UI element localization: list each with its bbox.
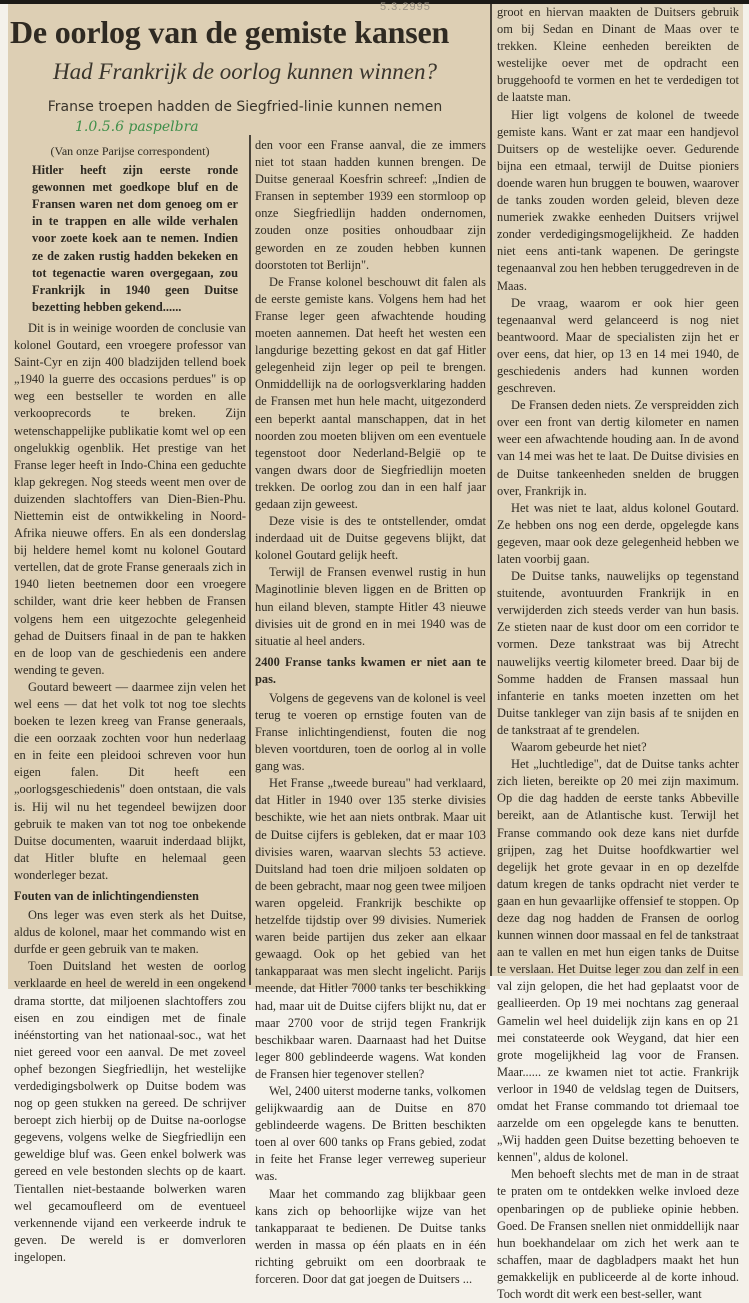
paragraph: Het was niet te laat, aldus kolonel Goutard. Ze hebben ons nog een derde, opgelegde kans gegeven, maar ook deze gelegenheid hebben we laten voorbij gaan. bbox=[497, 500, 739, 566]
paragraph: De Fransen deden niets. Ze verspreidden zich over een front van dertig kilometer en namen weer een afwachtende houding aan. In de avond van 14 mei was het te laat. De Duitse divisies en de Duitse tankeenheden snelden de bruggen over, Frankrijk in. bbox=[497, 398, 739, 498]
byline: (Van onze Parijse correspondent) bbox=[50, 144, 210, 158]
paragraph: Volgens de gegevens van de kolonel is veel terug te voeren op ernstige fouten van de Franse inlichtingendienst, fouten die nog bleven voortduren, toen de oorlog al in volle gang was. bbox=[255, 690, 486, 774]
paragraph: den voor een Franse aanval, die ze immers niet tot staan hadden kunnen brengen. De Duitse generaal Koesfrin schreef: „Indien de Fransen in september 1939 een stormloop op onze Siegfriedlijn hadden ondernomen, zouden onze posities onhoudbaar zijn geworden en ze zouden hebben kunnen doorstoten tot Berlijn". bbox=[255, 138, 486, 272]
column-divider bbox=[490, 4, 492, 976]
handwritten-note: 1.0.5.6 paspelbra bbox=[75, 119, 199, 135]
paragraph: Maar het commando zag blijkbaar geen kans zich op behoorlijke wijze van het tankapparaat te bedienen. De Duitse tanks werden in massa op één plaats en in één richting gebruikt om een doorbraak te forceren. Door dat gat joegen de Duitsers ... bbox=[255, 1186, 486, 1286]
paragraph: Toen Duitsland het westen de oorlog verklaarde en heel de wereld in een ongekend drama stortte, dat miljoenen slachtoffers zou eisen en zou eindigen met de finale inéénstorting van het nationaal-soc., wat het niet gereed voor een aanval. De met zoveel ophef bezongen Siegfriedlijn, het westelijke verdedigingsbolwerk op Duitse bodem was nog op geen stukken na gereed. De schrijver beroept zich hierbij op de Duitse na-oorlogse gegevens, volgens welke de Siegfriedlijn een geweldige bluf was. Geen enkel bolwerk was gereed en vele bestonden slechts op de kaart. Tientallen niet-bestaande bolwerken waren wel gecamoufleerd om de eventueel verkennende vijand een verkeerde indruk te geven. De wereld is er domverloren ingelopen. bbox=[14, 959, 246, 1264]
kicker: Franse troepen hadden de Siegfried-linie kunnen nemen bbox=[47, 99, 443, 115]
column-divider bbox=[249, 135, 251, 985]
section-heading: Fouten van de inlichtingendiensten bbox=[14, 889, 199, 904]
paragraph: Wel, 2400 uiterst moderne tanks, volkomen gelijkwaardig aan de Duitse en 870 geblindeerde wagens. De Britten beschikten toen al over 600 tanks op Frans gebied, zodat in feite het Franse leger verreweg superieur was. bbox=[255, 1083, 486, 1184]
paragraph: Deze visie is des te ontstellender, omdat inderdaad uit de Duitse gegevens blijkt, dat kolonel Goutard gelijk heeft. bbox=[255, 514, 486, 563]
paragraph: Hier ligt volgens de kolonel de tweede gemiste kans. Want er zat maar een handjevol Duitsers op de westelijke oever. Gedurende bijna een etmaal, terwijl de Duitse pioniers doende waren hun bruggen te bouwen, waarover de tanks zouden worden geleid, bleven deze numeriek zwakke eenheden Duitsers vrijwel zonder verdedigingsmogelijkheid. Ze hadden niet eens anti-tank wapenen. De geringste tegenaanval zou hen hebben teruggedreven in de Maas. bbox=[497, 107, 739, 293]
paragraph: Het Franse „tweede bureau" had verklaard, dat Hitler in 1940 over 135 sterke divisies beschikte, wie het aan niets ontbrak. Maar uit de Duitse cijfers is gebleken, dat er maar 103 divisies waren, waarvan slechts 53 actieve. Duitsland had toen drie miljoen soldaten op de been gebracht, maar nog geen twee miljoen waren opgeleid. Frankrijk beschikte op hetzelfde tijdstip over 99 divisies. Numeriek waren beide partijen dus zeker aan elkaar gewaagd. Ook op het gebied van het tankapparaat was men slecht ingelicht. Parijs meende, dat Hitler 7000 tanks ter beschikking had, maar uit de Duitse cijfers blijkt nu, dat er maar 2700 voor de strijd tegen Frankrijk beschikbaar waren. Daarnaast had het Duitse leger 800 geblindeerde wagens. Wat konden de Fransen hier tegenover stellen? bbox=[255, 776, 486, 1081]
paragraph: Waarom gebeurde het niet? bbox=[511, 740, 647, 755]
paragraph: Het „luchtledige", dat de Duitse tanks achter zich lieten, bereikte op 20 mei zijn maximum. Op die dag hadden de eerste tanks Abbeville bereikt, aan de Atlantische kust. Terwijl het Franse commando ook deze kans niet durfde grijpen, zag het Duitse hoofdkwartier wel degelijk het grote gevaar in en op dezelfde datum kregen de tanks opdracht niet verder te gaan en hun gevaarlijke offensief te stoppen. Op deze dag nog hadden de Fransen de oorlog kunnen winnen door massaal en fel de tankstraat aan te vallen en met hun eigen tanks de Duitse te verslaan. Het Duitse leger zou dan zelf in een val zijn gelopen, die het had geplaatst voor de geallieerden. Op 19 mei nochtans zag generaal Gamelin wel heel duidelijk zijn kans en op 21 mei constateerde ook Weygand, dat hier een grote mogelijkheid lag voor de Fransen. Maar...... ze kwamen niet tot actie. Frankrijk verloor in 1940 de veldslag tegen de Duitsers, omdat het Franse commando tot driemaal toe aarzelde om een opgelegde kans te benutten. „Wij hadden geen Duitse bezetting behoeven te kennen", aldus de kolonel. bbox=[497, 757, 739, 1165]
pencil-archive-number: 5.3.2995 bbox=[380, 1, 431, 13]
section-heading: 2400 Franse tanks kwamen er niet aan te pas. bbox=[255, 654, 486, 686]
paragraph: Ons leger was even sterk als het Duitse, aldus de kolonel, maar het commando wist en durfde er geen gebruik van te maken. bbox=[14, 908, 246, 957]
paragraph: Men behoeft slechts met de man in de straat te praten om te ontdekken welke invloed deze openbaringen op de publieke opinie hebben. Goed. De Fransen snellen niet onmiddellijk naar hun boekhandelaar om zich het werk aan te schaffen, maar de dagbladpers maakt het hun gemakkelijk en publiceerde al de korte inhoud. Toch wordt dit werk een best-seller, want bbox=[497, 1167, 739, 1302]
paragraph: Dit is in weinige woorden de conclusie van kolonel Goutard, een vroegere professor van Saint-Cyr en zijn 400 bladzijden tellend boek „1940 la guerre des occasions perdues" is op weg een bestseller te worden en alle verkooprecords te breken. Zijn wetenschappelijke publikatie komt wel op een ongelukkig ogenblik. Het prestige van het Franse leger heeft in Indo-China een geduchte klap gekregen. Nog steeds weent men over de duizenden slachtoffers van Dien-Bien-Phu. Niettemin eist de ontwikkeling in Noord-Afrika nieuwe offers. En als een donderslag bij heldere hemel komt nu kolonel Goutard vertellen, dat de grote Franse generaals zich in 1940 lieten beetnemen door een vroegere schilder, want drie keer hebben de Fransen volgens hem een uitgezochte gelegenheid gehad de Duitsers finaal in de pan te hakken en de loop van de geschiedenis een andere wending te geven. bbox=[14, 320, 246, 677]
paragraph: De vraag, waarom er ook hier geen tegenaanval werd gelanceerd is nog niet beantwoord. Maar de specialisten zijn het er over eens, dat hier, op 13 en 14 mei 1940, de geschiedenis anders had kunnen worden geschreven. bbox=[497, 295, 739, 396]
headline: De oorlog van de gemiste kansen bbox=[10, 14, 450, 50]
paragraph: groot en hiervan maakten de Duitsers gebruik om bij Sedan en Dinant de Maas over te trekken. Kleine eenheden bereikten de westelijke oever met de opdracht een bruggehoofd te vormen en het te verdedigen tot de laatste man. bbox=[497, 5, 739, 105]
article-column-1 bbox=[14, 143, 246, 1266]
paragraph: Terwijl de Fransen evenwel rustig in hun Maginotlinie bleven liggen en de Britten op hun eiland bleven, stampte Hitler 43 nieuwe divisies uit de grond en in mei 1940 was de situatie al heel anders. bbox=[255, 565, 486, 648]
subheadline: Had Frankrijk de oorlog kunnen winnen? bbox=[53, 59, 437, 84]
article-column-2 bbox=[255, 137, 486, 1288]
lede: Hitler heeft zijn eerste ronde gewonnen met goedkope bluf en de Fransen waren net dom genoeg om er in te trappen en alle wilde verhalen voor zoete koek aan te nemen. Indien ze de zaken rustig hadden bekeken en tot tegenactie waren overgegaan, zou Frankrijk in 1940 geen Duitse bezetting hebben gekend...... bbox=[32, 163, 238, 314]
paragraph: Goutard beweert — daarmee zijn velen het wel eens — dat het volk tot nog toe slechts boeken te lezen kreeg van Franse generaals, die een oorzaak zochten voor hun nederlaag en in feite een pleidooi schreven voor hun eigen falen. Dit heeft een „oorlogsgeschiedenis" doen ontstaan, die vals is. Hij wil nu het tegendeel bewijzen door gebruik te maken van tot nog toe onbekende Duitse documenten, waaruit inderdaad blijkt, dat Hitler blufte en helemaal geen wonderleger bezat. bbox=[14, 679, 246, 882]
paragraph: De Duitse tanks, nauwelijks op tegenstand stuitende, avontuurden Frankrijk in en verwijderden zich steeds verder van hun basis. Ze stieten naar de kust door om een corridor te vormen. Deze tankstraat was bij Atrecht nauwelijks veertig kilometer breed. Daar bij de Somme hadden de Fransen massaal hun infanterie en tanks moeten inzetten om het Duitse tankleger van zijn basis af te snijden en de tankstraat af te grendelen. bbox=[497, 569, 739, 737]
paragraph: De Franse kolonel beschouwt dit falen als de eerste gemiste kans. Volgens hem had het Franse leger geen afwachtende houding moeten aannemen. Dat heeft het westen een langdurige bezetting gekost en dat gaf Hitler gelegenheid zijn leger op peil te brengen. Onmiddellijk na de oorlogsverklaring hadden de Fransen met hun hele macht, uitgezonderd een beperkt aantal manschappen, dat in het noorden zou moeten blijven om een eventuele tegenstoot door Nederland-België op te vangen dwars door de Siegfriedlijn moeten trekken. De oorlog zou dan in een half jaar gedaan zijn geweest. bbox=[255, 274, 486, 511]
article-column-3 bbox=[497, 4, 739, 1303]
